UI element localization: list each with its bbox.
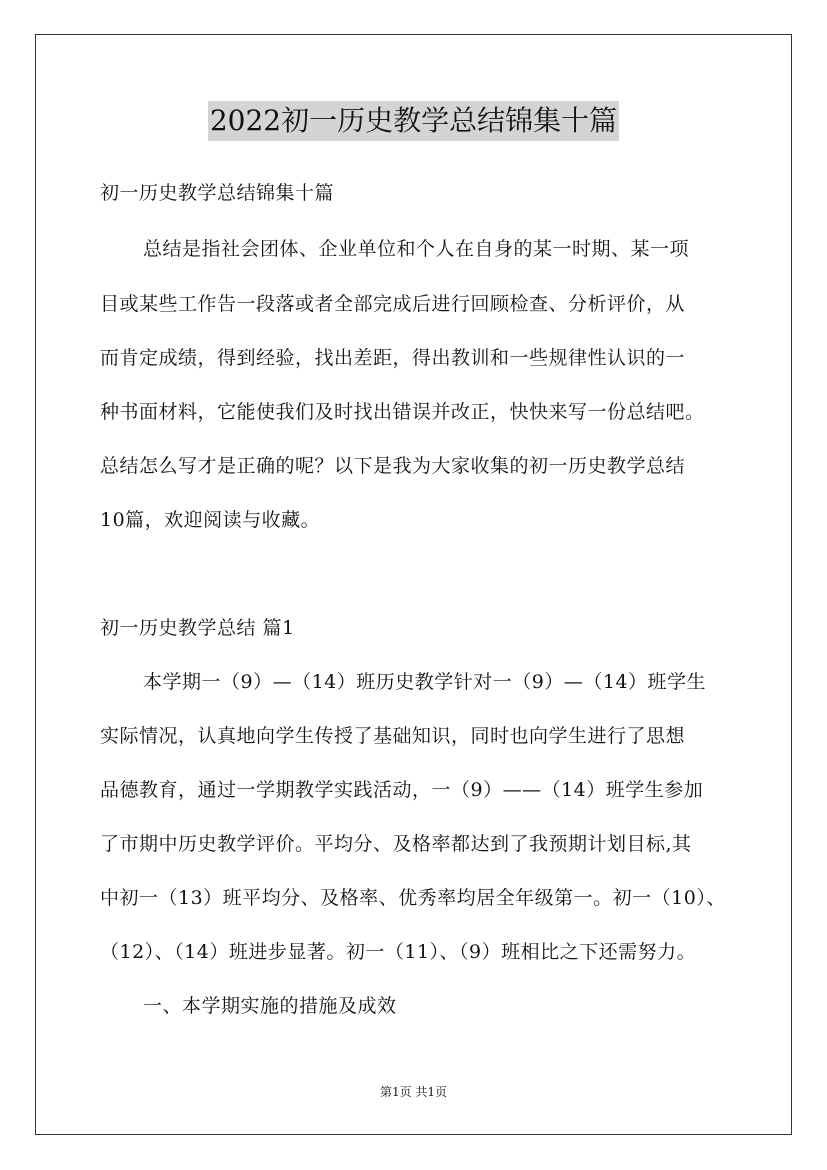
section-line: 品德教育，通过一学期教学实践活动，一（9）——（14）班学生参加 xyxy=(100,779,704,801)
section-line: 了市期中历史教学评价。平均分、及格率都达到了我预期计划目标,其 xyxy=(100,833,692,855)
intro-line: 种书面材料，它能使我们及时找出错误并改正，快快来写一份总结吧。 xyxy=(100,401,705,423)
document-title-block xyxy=(0,101,827,141)
subheading: 一、本学期实施的措施及成效 xyxy=(143,995,397,1017)
document-subtitle: 初一历史教学总结锦集十篇 xyxy=(100,182,335,204)
page-footer: 第1页 共1页 xyxy=(379,1085,448,1099)
section-line: 本学期一（9）—（14）班历史教学针对一（9）—（14）班学生 xyxy=(143,671,707,693)
intro-line: 10篇，欢迎阅读与收藏。 xyxy=(100,509,321,531)
section-heading: 初一历史教学总结 篇1 xyxy=(100,617,295,639)
document-title: 2022初一历史教学总结锦集十篇 xyxy=(208,101,619,141)
section-line: （12）、（14）班进步显著。初一（11）、（9）班相比之下还需努力。 xyxy=(100,941,697,963)
section-line: 中初一（13）班平均分、及格率、优秀率均居全年级第一。初一（10）、 xyxy=(100,887,726,909)
section-line: 实际情况，认真地向学生传授了基础知识，同时也向学生进行了思想 xyxy=(100,725,686,747)
intro-line: 总结是指社会团体、企业单位和个人在自身的某一时期、某一项 xyxy=(143,238,690,260)
intro-line: 总结怎么写才是正确的呢？以下是我为大家收集的初一历史教学总结 xyxy=(100,455,686,477)
intro-line: 而肯定成绩，得到经验，找出差距，得出教训和一些规律性认识的一 xyxy=(100,347,686,369)
intro-line: 目或某些工作告一段落或者全部完成后进行回顾检查、分析评价，从 xyxy=(100,293,686,315)
